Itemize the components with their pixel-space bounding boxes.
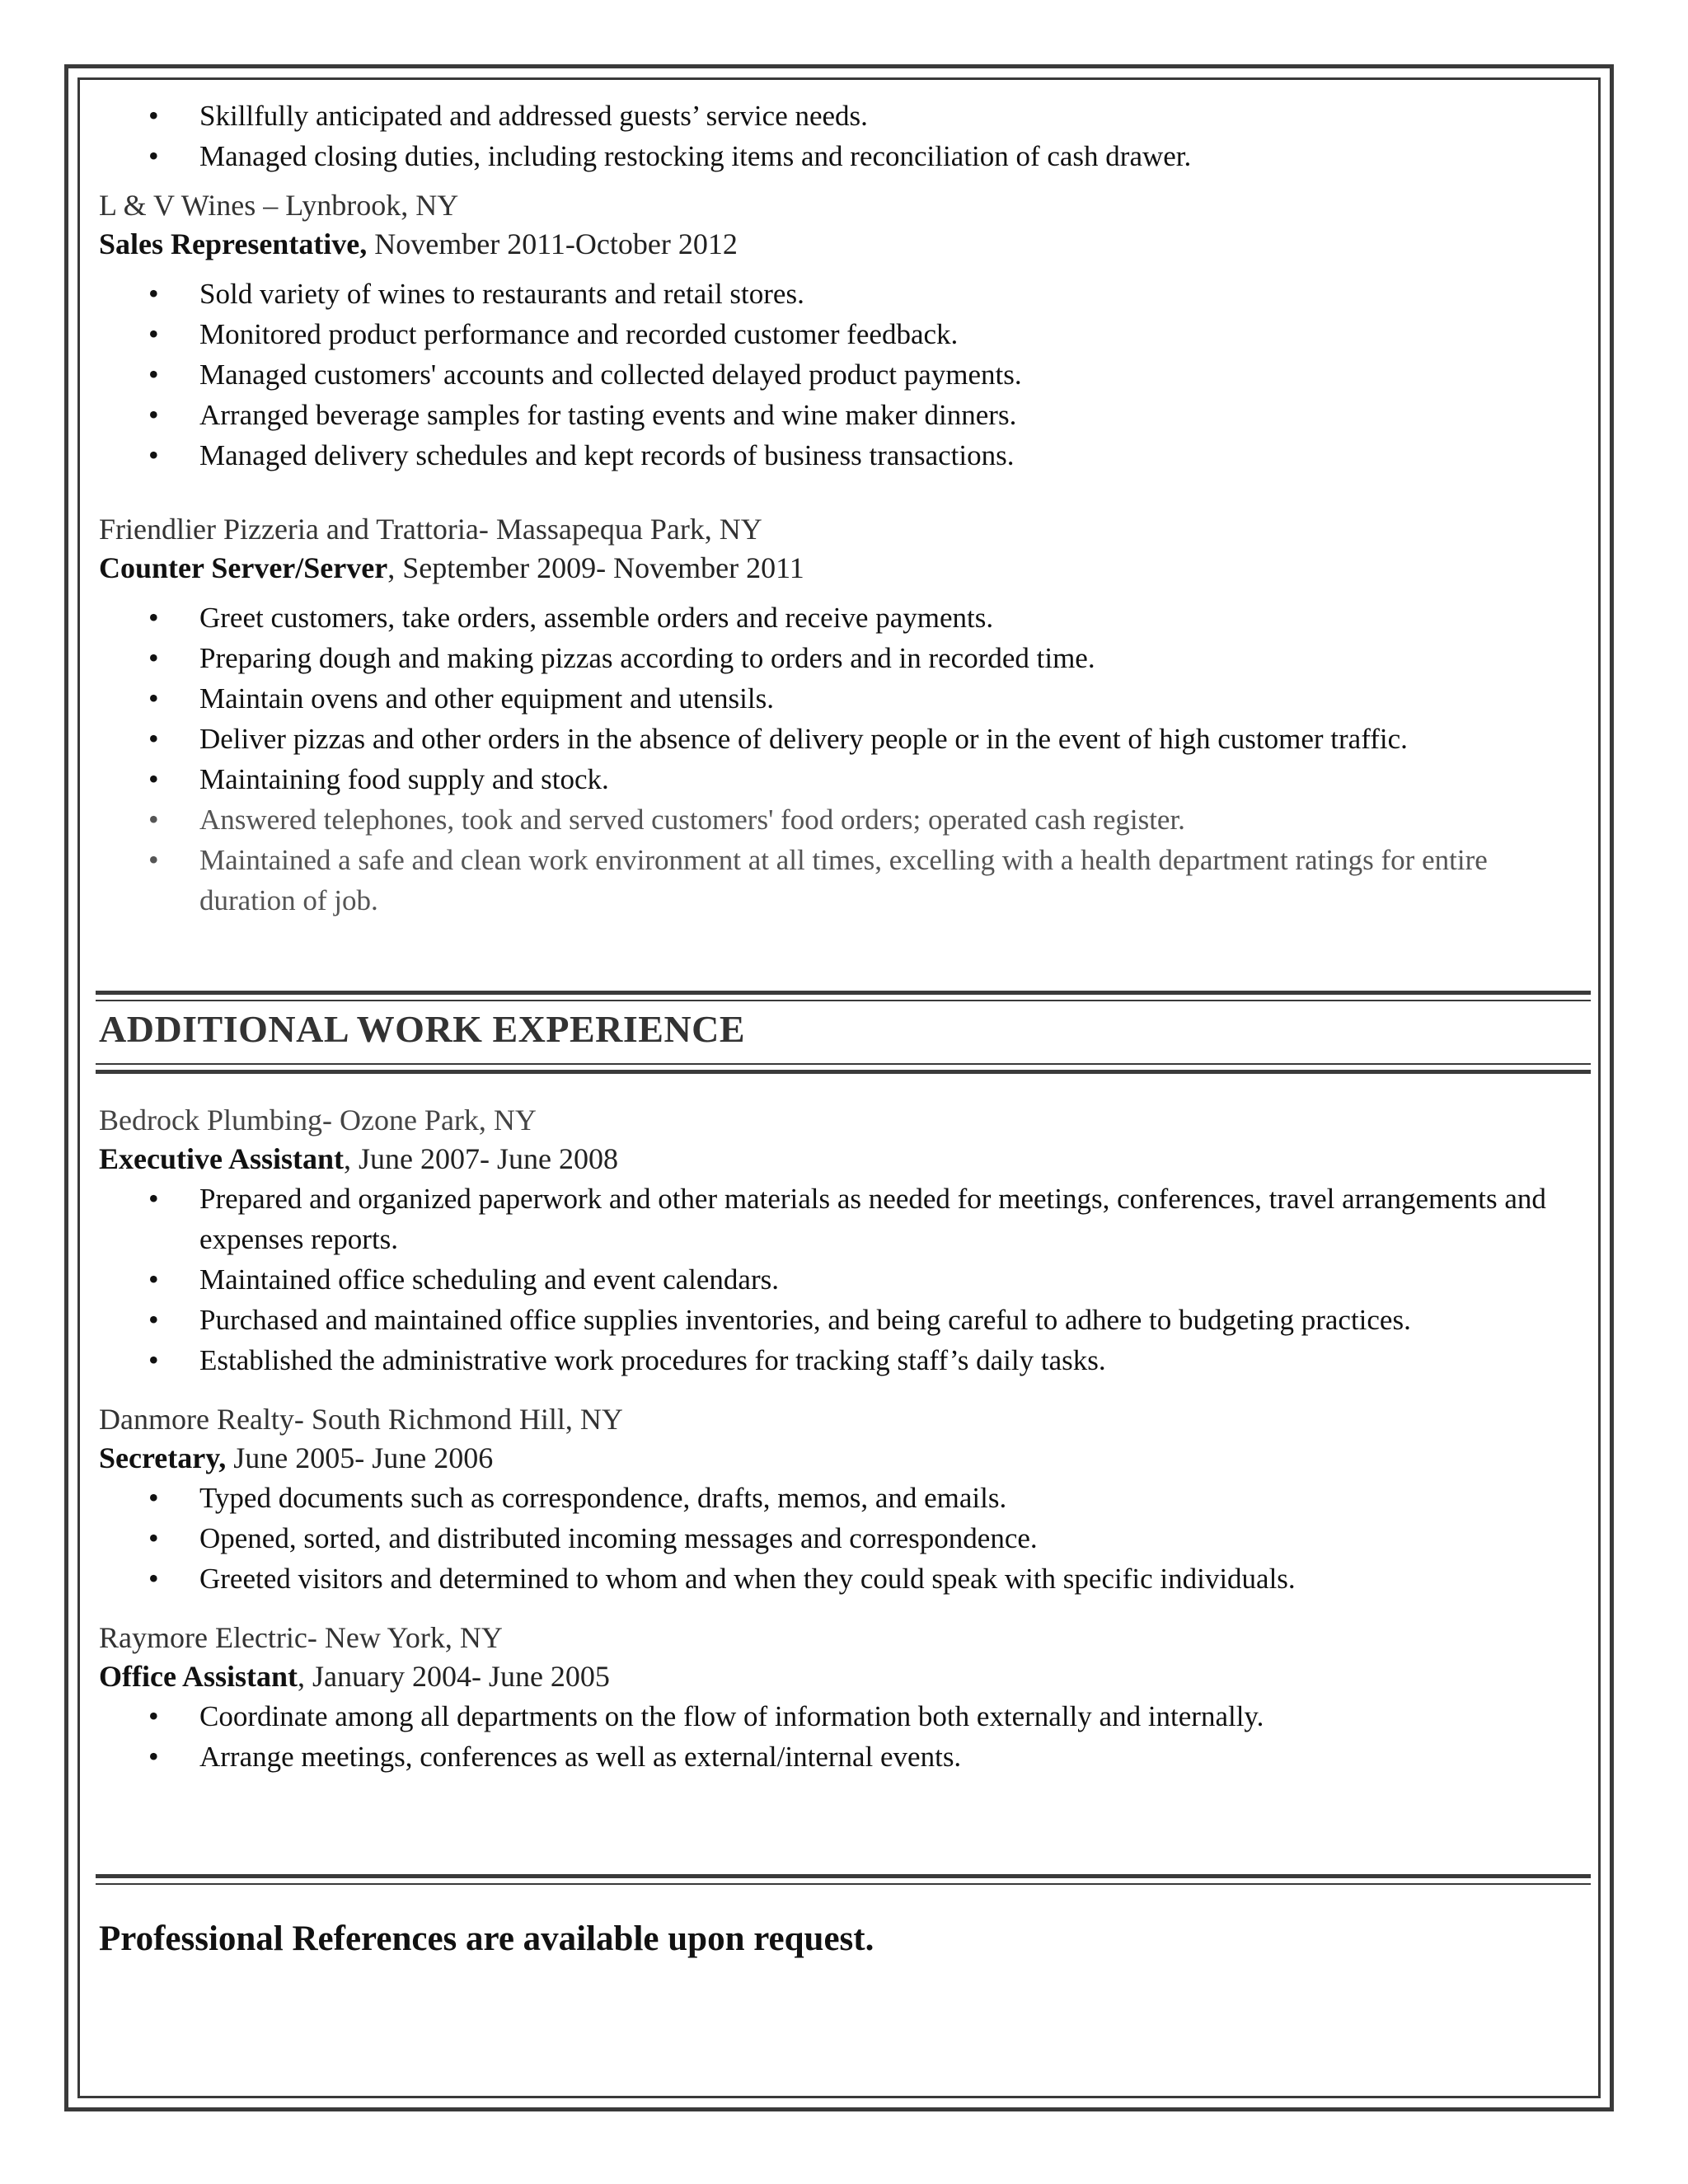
list-item: • Managed customers' accounts and collected delayed product payments. [99, 354, 1591, 395]
job-title: Secretary, [99, 1441, 227, 1474]
job-entry-lv-wines [99, 186, 1591, 476]
job-entry-raymore-electric [99, 1619, 1591, 1777]
list-item: • Coordinate among all departments on the flow of information both externally and internally. [99, 1696, 1591, 1736]
list-item: • Arranged beverage samples for tasting events and wine maker dinners. [99, 395, 1591, 435]
role-line [99, 225, 1591, 264]
list-item: • Preparing dough and making pizzas according to orders and in recorded time. [99, 638, 1591, 678]
list-item: • Managed closing duties, including restocking items and reconciliation of cash drawer. [99, 136, 1591, 176]
section-heading: ADDITIONAL WORK EXPERIENCE [99, 1008, 746, 1050]
experience-continued [99, 96, 1591, 921]
list-item: • Maintained office scheduling and event calendars. [99, 1259, 1591, 1300]
section-divider-bottom [96, 1063, 1591, 1074]
list-item: • Arrange meetings, conferences as well as external/internal events. [99, 1736, 1591, 1777]
job-bullets [99, 598, 1591, 799]
continued-bullets [99, 96, 1591, 176]
role-line [99, 1140, 1591, 1179]
job-title: Office Assistant [99, 1660, 298, 1693]
list-item: • Maintain ovens and other equipment and utensils. [99, 678, 1591, 719]
job-entry-bedrock-plumbing [99, 1101, 1591, 1380]
section-divider-top [96, 991, 1591, 1001]
job-dates: November 2011-October 2012 [367, 227, 738, 260]
job-bullets [99, 274, 1591, 476]
job-title: Counter Server/Server [99, 551, 388, 584]
list-item: • Maintaining food supply and stock. [99, 759, 1591, 799]
list-item: • Greeted visitors and determined to whom and when they could speak with specific individuals. [99, 1558, 1591, 1599]
list-item: • Monitored product performance and recorded customer feedback. [99, 314, 1591, 354]
list-item: • Managed delivery schedules and kept records of business transactions. [99, 435, 1591, 476]
role-line [99, 1657, 1591, 1696]
list-item: • Typed documents such as correspondence, drafts, memos, and emails. [99, 1478, 1591, 1518]
job-bullets [99, 1696, 1591, 1777]
role-line [99, 1439, 1591, 1478]
job-title: Executive Assistant [99, 1142, 344, 1175]
job-bullets [99, 1179, 1591, 1380]
job-bullets [99, 1478, 1591, 1599]
employer-line: Danmore Realty- South Richmond Hill, NY [99, 1403, 623, 1436]
job-dates: June 2005- June 2006 [226, 1441, 494, 1474]
list-item: • Prepared and organized paperwork and other materials as needed for meetings, conferences, travel arrangements and expenses reports. [99, 1179, 1591, 1259]
list-item: • Answered telephones, took and served customers' food orders; operated cash register. [99, 799, 1591, 840]
list-item: • Maintained a safe and clean work environment at all times, excelling with a health department ratings for entire duration of job. [99, 840, 1591, 921]
list-item: • Sold variety of wines to restaurants and retail stores. [99, 274, 1591, 314]
job-entry-danmore-realty [99, 1400, 1591, 1599]
job-entry-friendlier-pizzeria [99, 510, 1591, 921]
employer-line: Raymore Electric- New York, NY [99, 1621, 503, 1654]
role-line [99, 549, 1591, 588]
employer-line: Friendlier Pizzeria and Trattoria- Massapequa Park, NY [99, 513, 762, 546]
list-item: • Skillfully anticipated and addressed guests’ service needs. [99, 96, 1591, 136]
job-dates: , September 2009- November 2011 [387, 551, 804, 584]
job-title: Sales Representative, [99, 227, 368, 260]
list-item: • Opened, sorted, and distributed incoming messages and correspondence. [99, 1518, 1591, 1558]
list-item: • Deliver pizzas and other orders in the absence of delivery people or in the event of high customer traffic. [99, 719, 1591, 759]
employer-line: Bedrock Plumbing- Ozone Park, NY [99, 1104, 537, 1137]
job-dates: , January 2004- June 2005 [297, 1660, 610, 1693]
additional-experience [99, 1101, 1591, 1777]
list-item: • Purchased and maintained office supplies inventories, and being careful to adhere to budgeting practices. [99, 1300, 1591, 1340]
job-bullets-muted [99, 799, 1591, 921]
references-note: Professional References are available upon request. [99, 1919, 874, 1958]
job-dates: , June 2007- June 2008 [344, 1142, 618, 1175]
list-item: • Greet customers, take orders, assemble orders and receive payments. [99, 598, 1591, 638]
list-item: • Established the administrative work procedures for tracking staff’s daily tasks. [99, 1340, 1591, 1380]
employer-line: L & V Wines – Lynbrook, NY [99, 189, 459, 222]
references-divider [96, 1874, 1591, 1885]
